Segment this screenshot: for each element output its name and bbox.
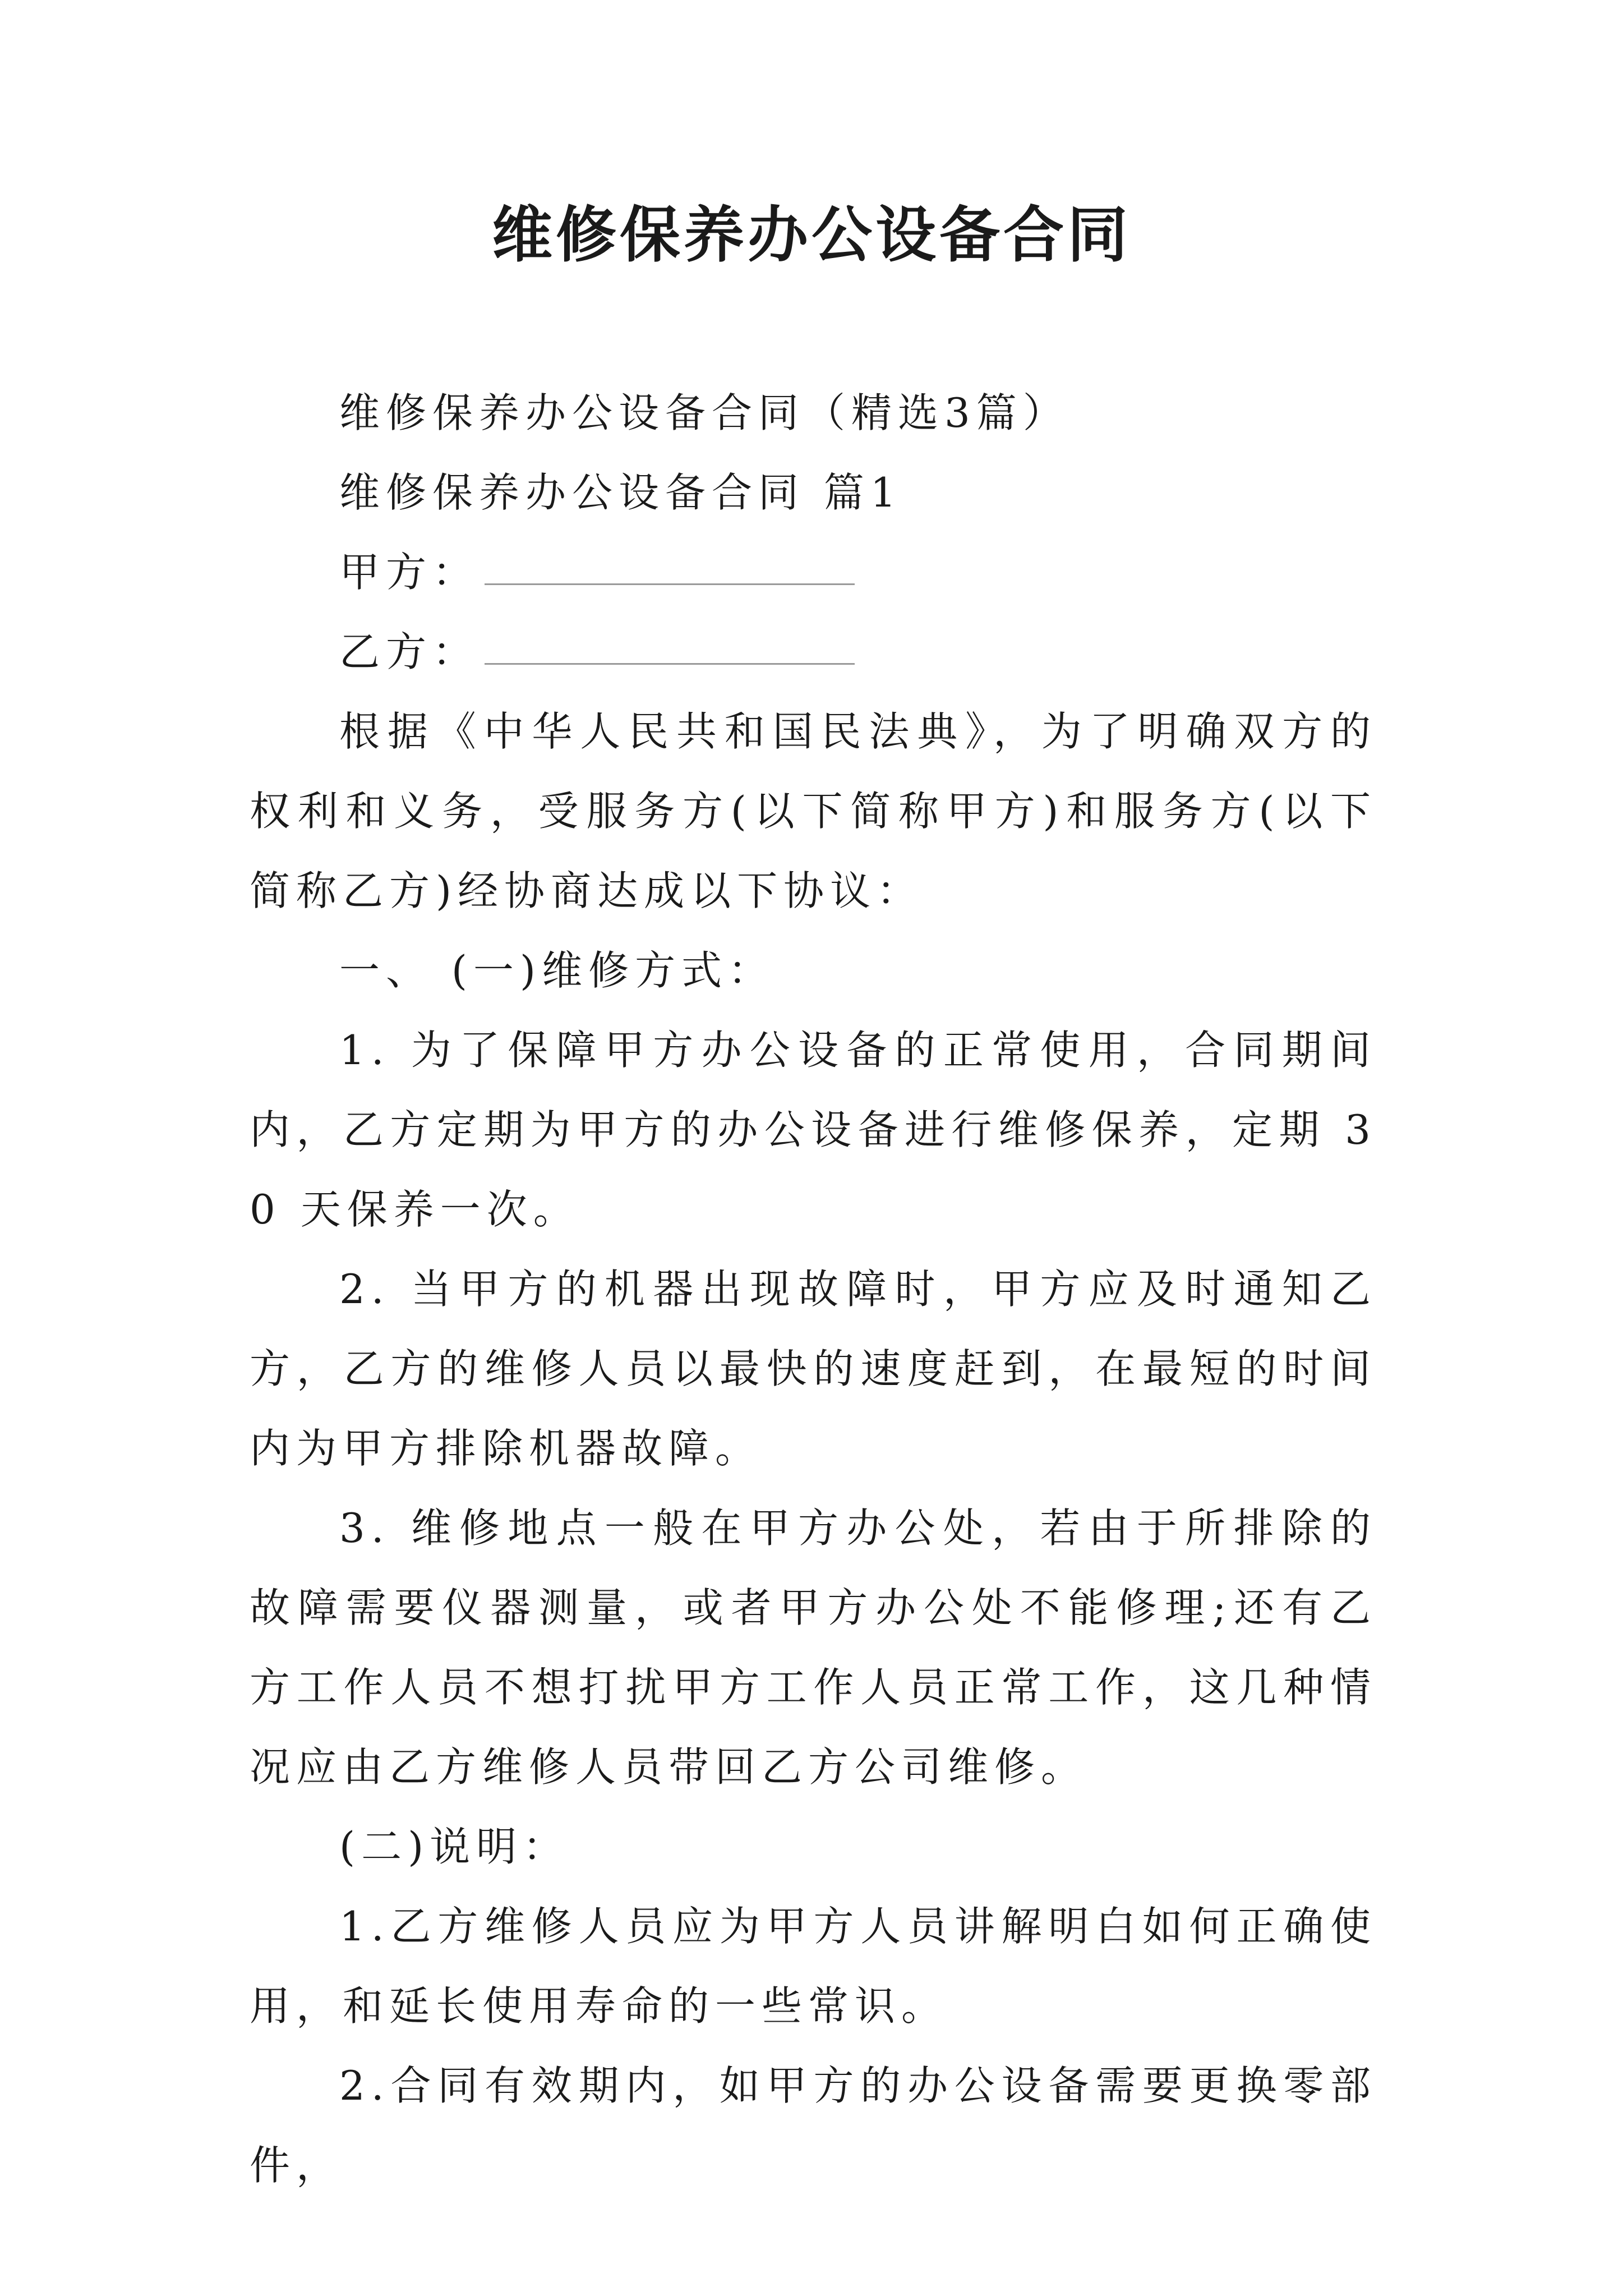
party-a-label: 甲方： [339, 549, 479, 596]
document-title: 维修保养办公设备合同 [491, 200, 1131, 270]
subtitle: 维修保养办公设备合同（精选3篇） [339, 389, 1069, 436]
party-b-label: 乙方： [339, 628, 479, 675]
party-b-line [250, 612, 1377, 692]
party-a-line [250, 532, 1377, 612]
section-1-heading: 一、 (一)维修方式： [339, 947, 775, 994]
note-2-paragraph: 2.合同有效期内，如甲方的办公设备需要更换零部件， [250, 2062, 1377, 2189]
preamble-paragraph: 根据《中华人民共和国民法典》，为了明确双方的权利和义务，受服务方(以下简称甲方)和服务方(以下简称乙方)经协商达成以下协议： [250, 708, 1377, 914]
party-b-blank-line [485, 661, 855, 665]
item-1-paragraph: 1. 为了保障甲方办公设备的正常使用，合同期间内，乙方定期为甲方的办公设备进行维修保养，定期 30 天保养一次。 [250, 1027, 1377, 1233]
party-a-blank-line [485, 581, 855, 585]
note-1-paragraph: 1.乙方维修人员应为甲方人员讲解明白如何正确使用，和延长使用寿命的一些常识。 [250, 1903, 1377, 2030]
item-3-paragraph: 3. 维修地点一般在甲方办公处，若由于所排除的故障需要仪器测量，或者甲方办公处不能修理;还有乙方工作人员不想打扰甲方工作人员正常工作，这几种情况应由乙方维修人员带回乙方公司维修。 [250, 1504, 1377, 1791]
document-body [250, 373, 1377, 2205]
section-heading: 维修保养办公设备合同 篇1 [339, 469, 902, 516]
item-2-paragraph: 2. 当甲方的机器出现故障时，甲方应及时通知乙方，乙方的维修人员以最快的速度赶到，在最短的时间内为甲方排除机器故障。 [250, 1266, 1377, 1472]
section-2-heading: (二)说明： [339, 1823, 570, 1870]
